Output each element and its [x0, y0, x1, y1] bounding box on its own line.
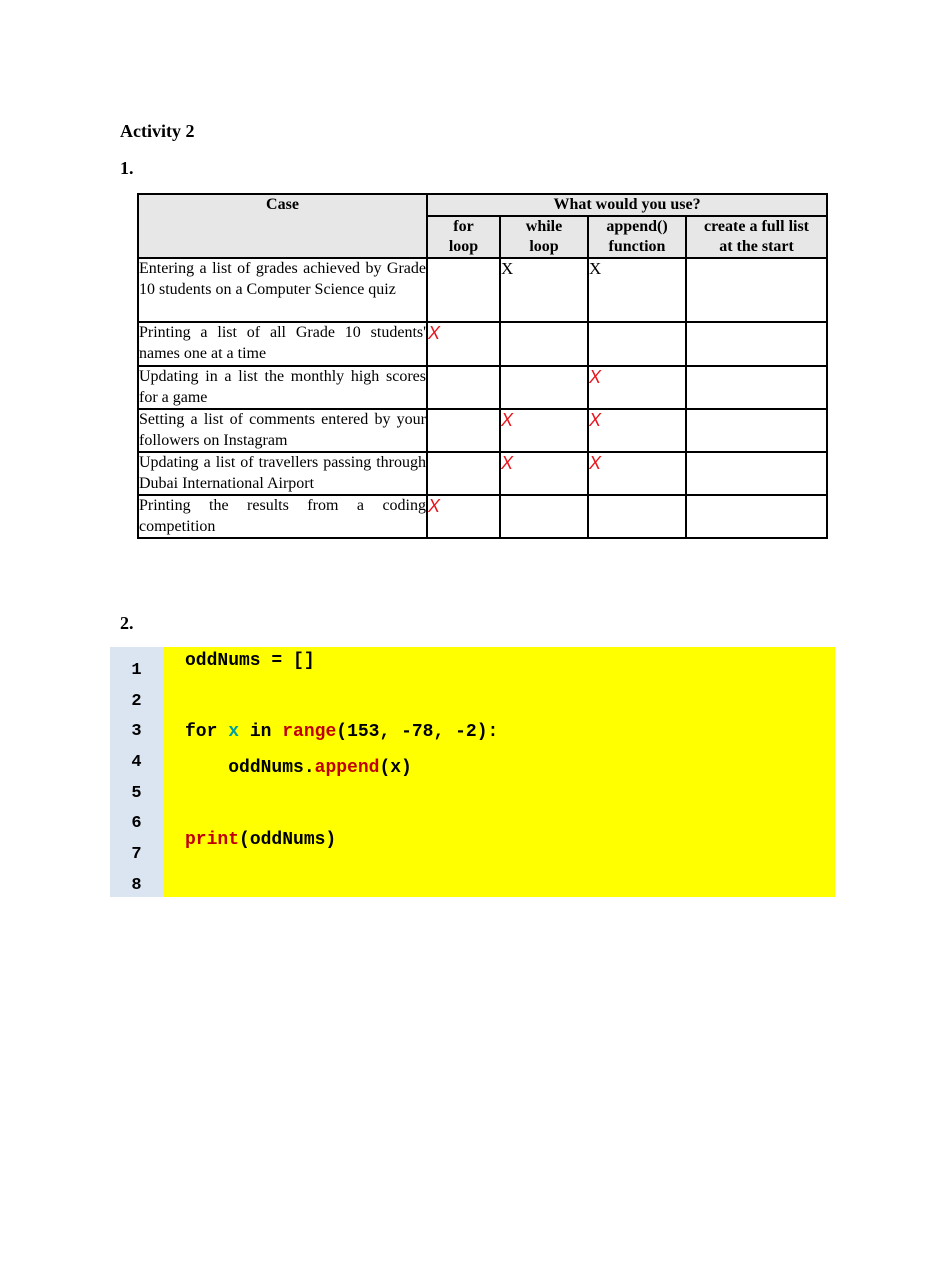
- mark-cell-while-loop: [500, 366, 588, 409]
- range-function: range: [282, 722, 337, 742]
- table-row: [138, 322, 827, 366]
- usage-table: [137, 193, 828, 539]
- table-row: [138, 409, 827, 452]
- code-line-1: oddNums = []: [185, 651, 315, 671]
- mark-cell-while-loop: X: [500, 452, 588, 495]
- mark-cell-for-loop: [427, 409, 500, 452]
- case-cell: Updating a list of travellers passing through Dubai International Airport: [138, 452, 427, 495]
- mark-cell-full-list: [686, 452, 827, 495]
- line-number: 1: [131, 661, 142, 680]
- mark-cell-while-loop: [500, 495, 588, 538]
- case-cell: Printing a list of all Grade 10 students' names one at a time: [138, 322, 427, 366]
- activity-title: Activity 2: [120, 121, 195, 141]
- mark-cell-append: [588, 322, 686, 366]
- table-row: [138, 258, 827, 322]
- mark-cell-for-loop: [427, 452, 500, 495]
- case-cell: Setting a list of comments entered by your followers on Instagram: [138, 409, 427, 452]
- append-arguments: (x): [379, 758, 412, 778]
- mark-cell-while-loop: X: [500, 258, 588, 322]
- list-object: oddNums.: [228, 758, 315, 778]
- code-line-4: [185, 758, 412, 778]
- what-would-you-use-header: What would you use?: [427, 194, 827, 216]
- append-method: append: [314, 758, 380, 778]
- mark-cell-full-list: [686, 366, 827, 409]
- mark-cell-for-loop: X: [427, 322, 500, 366]
- case-cell: Updating in a list the monthly high scores for a game: [138, 366, 427, 409]
- line-number: 8: [131, 876, 142, 895]
- code-block: [110, 647, 835, 897]
- mark-cell-append: X: [588, 409, 686, 452]
- table-row: [138, 495, 827, 538]
- range-arguments: (153, -78, -2):: [336, 722, 499, 742]
- mark-cell-append: X: [588, 452, 686, 495]
- mark-cell-append: [588, 495, 686, 538]
- code-line-6: [185, 830, 336, 850]
- mark-cell-while-loop: X: [500, 409, 588, 452]
- column-header-create-full-list: create a full list at the start: [686, 216, 827, 258]
- column-header-for-loop: for loop: [427, 216, 500, 258]
- column-header-append-function: append() function: [588, 216, 686, 258]
- mark-cell-for-loop: X: [427, 495, 500, 538]
- line-number: 2: [131, 692, 142, 711]
- mark-cell-full-list: [686, 258, 827, 322]
- mark-cell-full-list: [686, 409, 827, 452]
- column-header-while-loop: while loop: [500, 216, 588, 258]
- mark-cell-full-list: [686, 322, 827, 366]
- question-2-label: 2.: [120, 613, 134, 633]
- loop-variable: x: [228, 722, 240, 742]
- line-number-gutter: [110, 647, 163, 897]
- in-keyword: in: [239, 722, 283, 742]
- mark-cell-full-list: [686, 495, 827, 538]
- line-number: 3: [131, 722, 142, 741]
- case-cell: Entering a list of grades achieved by Grade 10 students on a Computer Science quiz: [138, 258, 427, 322]
- for-keyword: for: [185, 722, 229, 742]
- line-number: 4: [131, 753, 142, 772]
- mark-cell-for-loop: [427, 366, 500, 409]
- table-row: [138, 366, 827, 409]
- print-function: print: [185, 830, 240, 850]
- line-number: 6: [131, 814, 142, 833]
- mark-cell-for-loop: [427, 258, 500, 322]
- case-header: Case: [138, 194, 427, 258]
- mark-cell-append: X: [588, 366, 686, 409]
- mark-cell-append: X: [588, 258, 686, 322]
- mark-cell-while-loop: [500, 322, 588, 366]
- case-cell: Printing the results from a coding competition: [138, 495, 427, 538]
- question-1-label: 1.: [120, 158, 134, 178]
- code-line-3: [185, 722, 498, 742]
- print-arguments: (oddNums): [239, 830, 337, 850]
- line-number: 5: [131, 784, 142, 803]
- table-row: [138, 452, 827, 495]
- line-number: 7: [131, 845, 142, 864]
